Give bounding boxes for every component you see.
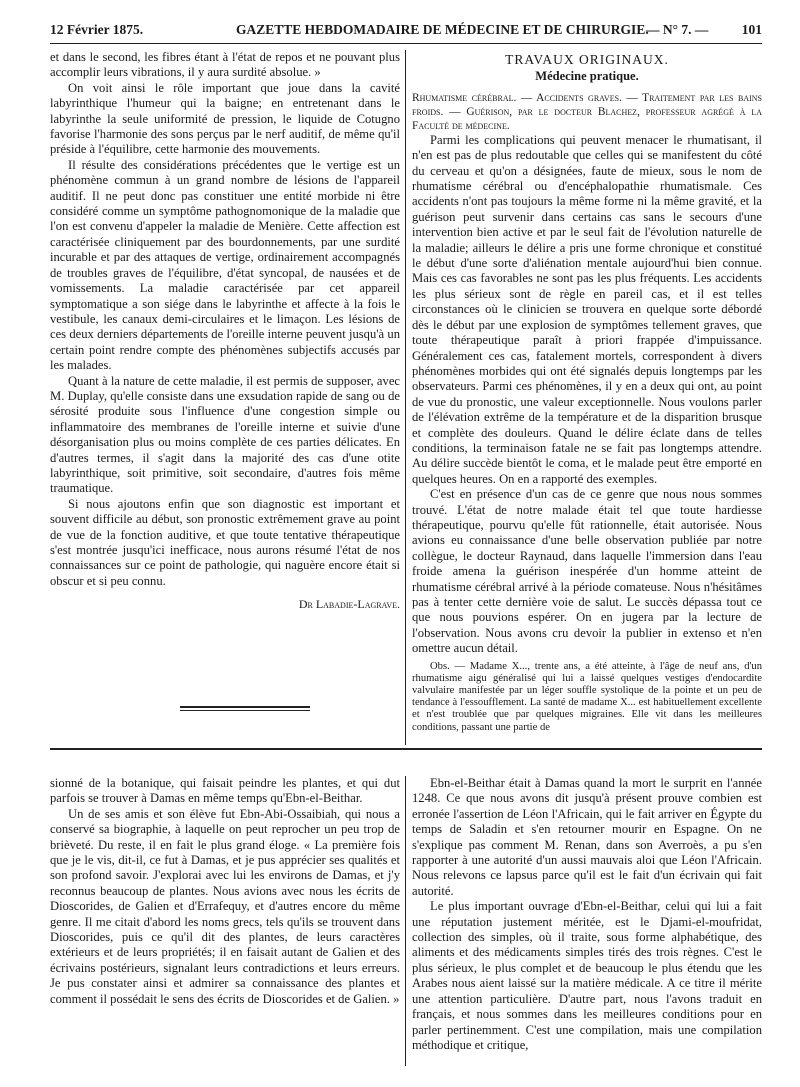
right-column [412, 50, 762, 744]
paragraph: Ebn-el-Beithar était à Damas quand la mort le surprit en l'année 1248. Ce que nous avons dit jusqu'à présent prouve combien est erronée l'assertion de Léon l'Africain, qui le fait arriver en Égypte du temps de Saladin et s'en retourner mourir en Espagne. On ne s'explique pas comment M. Renan, dans son Averroès, a pu s'en rapporter à une autorité d'un aussi mauvais aloi que Léon l'Africain. Nous relevons ce lapsus parce qu'il est le fait d'un écrivain qui fait autorité. [412, 776, 762, 898]
paragraph: Parmi les complications qui peuvent menacer le rhumatisant, il n'en est pas de plus redoutable que celles qui se manifestent du côté du cerveau et qu'on a désignées, faute de mieux, sous le nom de rhumatisme cérébral ou d'encéphalopathie rhumatismale. Ces accidents n'ont pas toujours la même forme ni la même gravité, et la guérison peut survenir dans certains cas sans le secours d'une intervention bien active et par le seul fait de l'évolution naturelle de la maladie; ailleurs le délire a pris une forme chronique et constitué le début d'une sorte d'aliénation mentale aujourd'hui bien connue. Mais ces cas favorables ne sont pas les plus fréquents. Les accidents les plus sérieux sont de règle en pareil cas, et il est telles circonstances où le clinicien se trouvera en quelque sorte débordé dès le début par une explosion de symptômes tellement graves, que toute thérapeutique paraît à priori frappée d'impuissance. Généralement ces cas, fatalement mortels, correspondent à divers phénomènes morbides qui ont été signalés depuis longtemps par les observateurs. Parmi ces phénomènes, il y en a deux qui ont, au point de vue du pronostic, une valeur exceptionnelle. Nous voulons parler de l'élévation extrême de la température et de la disparition brusque et complète des douleurs. Quand le délire éclate dans de telles conditions, la terminaison fatale ne se fait pas longtemps attendre. Au délire succède bientôt le coma, et le malade peut être emporté en quelques heures. On en a rapporté des exemples. [412, 132, 762, 486]
header-page-number: 101 [741, 22, 762, 37]
column-divider [405, 50, 406, 745]
bottom-left-column [50, 776, 400, 1066]
page-header [50, 22, 762, 40]
bottom-right-column [412, 776, 762, 1066]
paragraph: Un de ses amis et son élève fut Ebn-Abi-Ossaibiah, qui nous a conservé sa biographie, à laquelle on peut reprocher un peu trop de brièveté. Du reste, il en fait le plus grand éloge. « La première fois que je le vis, dit-il, ce fut à Damas, et je pus apprécier ses qualités et son profond savoir. J'explorai avec lui les environs de Damas, et j'y reconnus beaucoup de plantes. Nous avions avec nous les écrits de Dioscorides, de Galien et d'Errafequy, et d'autres encore du même genre. Il me citait d'abord les noms grecs, tels qu'ils se trouvent dans Dioscorides, puis ce qu'il dit des plantes, de leurs caractères extérieurs et de leurs propriétés; il en faisait autant de Galien et des écrivains postérieurs, signalant leurs contradictions et leurs erreurs. Je pus constater ainsi et admirer sa connaissance des plantes et comment il possédait le sens des écrits de Dioscorides et de Galien. » [50, 806, 400, 1006]
paragraph: C'est en présence d'un cas de ce genre que nous nous sommes trouvé. L'état de notre malade était tel que toute hardiesse thérapeutique, pourvu qu'elle fût rationnelle, était autorisée. Nous avions eu connaissance d'une belle observation publiée par notre collègue, le docteur Raynaud, dans laquelle l'immersion dans l'eau froide amena la guérison inespérée d'un homme atteint de rhumatisme cérébral arrivé à la période comateuse. Nous n'hésitâmes pas à tenter cette dernière voie de salut. Le succès dépassa tout ce que nous pouvions espérer. On en jugera par la lecture de l'observation. Nous avons cru devoir la publier in extenso et n'en omettre aucun détail. [412, 487, 762, 656]
header-issue-number: — N° 7. — [646, 22, 709, 37]
header-date: 12 Février 1875. [50, 22, 144, 37]
paragraph: Il résulte des considérations précédentes que le vertige est un phénomène commun à un grand nombre de lésions de l'appareil auditif. Il ne peut donc pas constituer une entité morbide ni être considéré comme un symptôme pathognomonique de la maladie que l'on est convenu d'appeler la maladie de Menière. Cette affection est caractérisée cliniquement par des bourdonnements, par une surdité incurable et par des attaques de vertige, ordinairement accompagnés de troubles graves de l'équilibre, d'état syncopal, de nausées et de vomissements. La maladie caractérisée par cet appareil symptomatique a son siége dans le labyrinthe et affecte à la fois le vestibule, les canaux demi-circulaires et le limaçon. Les lésions de ces deux derniers départements de l'oreille interne peuvent jusqu'à un certain point rendre compte des phénomènes subjectifs accusés par les malades. [50, 157, 400, 373]
section-separator [50, 748, 762, 750]
paragraph: Le plus important ouvrage d'Ebn-el-Beithar, celui qui lui a fait une réputation justement méritée, est le Djami-el-moufridat, collection des simples, où il traite, sous forme alphabétique, des aliments et des médicaments simples tirés des trois règnes. C'est le plus sérieux, le plus complet et de beaucoup le plus étendu que les Arabes nous aient laissé sur la matière médicale. A ce titre il mérite une attention particulière. D'autre part, nous l'avons traduit en français, et nous sommes dans les meilleures conditions pour en parler pertinemment. C'est une compilation, mais une compilation méthodique et critique, [412, 899, 762, 1052]
paragraph: On voit ainsi le rôle important que joue dans la cavité labyrinthique l'humeur qui la baigne; en entretenant dans le labyrinthe la seule uniformité de pression, le liquide de Cotugno favorise l'harmonie des sons perçus par le nerf auditif, de même qu'il préside à l'équilibre, cette harmonie des mouvements. [50, 80, 400, 157]
author-signature: Dr Labadie-Lagrave. [298, 597, 400, 612]
paragraph: et dans le second, les fibres étant à l'état de repos et ne pouvant plus accomplir leurs vibrations, il y aura surdité absolue. » [50, 50, 400, 80]
section-title: TRAVAUX ORIGINAUX. [505, 52, 669, 67]
paragraph: sionné de la botanique, qui faisait peindre les plantes, et qui dut parfois se trouver à Damas en même temps qu'Ebn-el-Beithar. [50, 776, 400, 806]
left-column [50, 50, 400, 682]
article-heading: Rhumatisme cérébral. — Accidents graves. — Traitement par les bains froids. — Guérison, par le docteur Blachez, professeur agrégé à la Faculté de médecine. [412, 91, 762, 132]
paragraph: Quant à la nature de cette maladie, il est permis de supposer, avec M. Duplay, qu'elle consiste dans une exsudation rapide de sang ou de sérosité produite sous l'influence d'une congestion simple ou inflammatoire des membranes de l'oreille interne et suivie d'une désorganisation plus ou moins complète de ces parties délicates. En d'autres termes, il s'agit dans la majorité des cas d'une otite labyrinthique, soit primitive, soit secondaire, d'autres fois même traumatique. [50, 373, 400, 496]
observation-paragraph: Obs. — Madame X..., trente ans, a été atteinte, à l'âge de neuf ans, d'un rhumatisme aigu généralisé qui lui a laissé quelques vestiges d'endocardite valvulaire manifestée par un léger souffle systolique de la pointe et un peu de tendance à l'essoufflement. La santé de madame X... est habituellement excellente et n'est troublée que par quelques migraines. Elle vit dans les meilleures conditions, passant une partie de [412, 660, 762, 733]
end-of-article-rule [180, 706, 310, 714]
paragraph: Si nous ajoutons enfin que son diagnostic est important et souvent difficile au début, son pronostic extrêmement grave au point de vue de la fonction auditive, et que toute tentative thérapeutique s'est montrée jusqu'ici inefficace, nous aurons résumé l'état de nos connaissances sur ce point de pathologie, qui naguère encore était si obscur et si peu connu. [50, 496, 400, 588]
section-subtitle: Médecine pratique. [535, 69, 639, 84]
header-rule [50, 43, 762, 44]
column-divider [405, 776, 406, 1066]
header-journal-title: GAZETTE HEBDOMADAIRE DE MÉDECINE ET DE CHIRURGIE. [236, 22, 649, 37]
